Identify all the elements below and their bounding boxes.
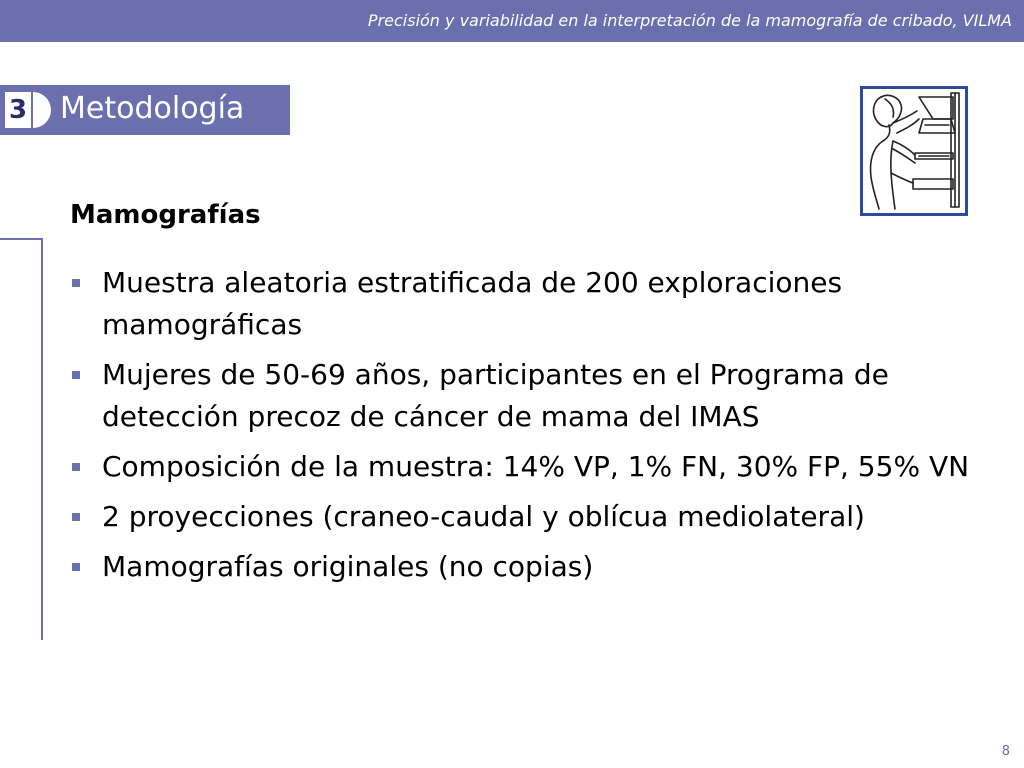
half-circle-icon	[33, 92, 51, 128]
page-number: 8	[1001, 744, 1010, 759]
section-header	[0, 85, 290, 135]
list-item-text: Muestra aleatoria estratificada de 200 exploraciones mamográficas	[102, 266, 843, 341]
mammography-illustration-icon	[860, 86, 968, 216]
list-item-text: Mujeres de 50-69 años, participantes en el Programa de detección precoz de cáncer de mama del IMAS	[102, 358, 889, 433]
square-bullet-icon	[72, 463, 80, 471]
list-item	[70, 496, 1000, 538]
list-item	[70, 446, 1000, 488]
square-bullet-icon	[72, 279, 80, 287]
section-title: Metodología	[60, 91, 245, 126]
section-number-badge	[5, 92, 49, 128]
list-item	[70, 262, 1000, 346]
square-bullet-icon	[72, 513, 80, 521]
square-bullet-icon	[72, 371, 80, 379]
section-number-box	[5, 92, 31, 128]
list-item	[70, 546, 1000, 588]
square-bullet-icon	[72, 563, 80, 571]
section-number: 3	[8, 95, 28, 125]
left-rule-horizontal	[0, 238, 42, 240]
running-title: Precisión y variabilidad en la interpretación de la mamografía de cribado, VILMA	[367, 11, 1012, 30]
list-item-text: Composición de la muestra: 14% VP, 1% FN, 30% FP, 55% VN	[102, 450, 970, 483]
bullet-list	[70, 262, 1000, 596]
header-bar	[0, 0, 1024, 42]
list-item	[70, 354, 1000, 438]
list-item-text: 2 proyecciones (craneo-caudal y oblícua mediolateral)	[102, 500, 865, 533]
mammography-illustration-drawing	[863, 89, 965, 213]
left-rule-vertical	[41, 238, 43, 640]
list-item-text: Mamografías originales (no copias)	[102, 550, 594, 583]
subheading: Mamografías	[70, 200, 261, 230]
